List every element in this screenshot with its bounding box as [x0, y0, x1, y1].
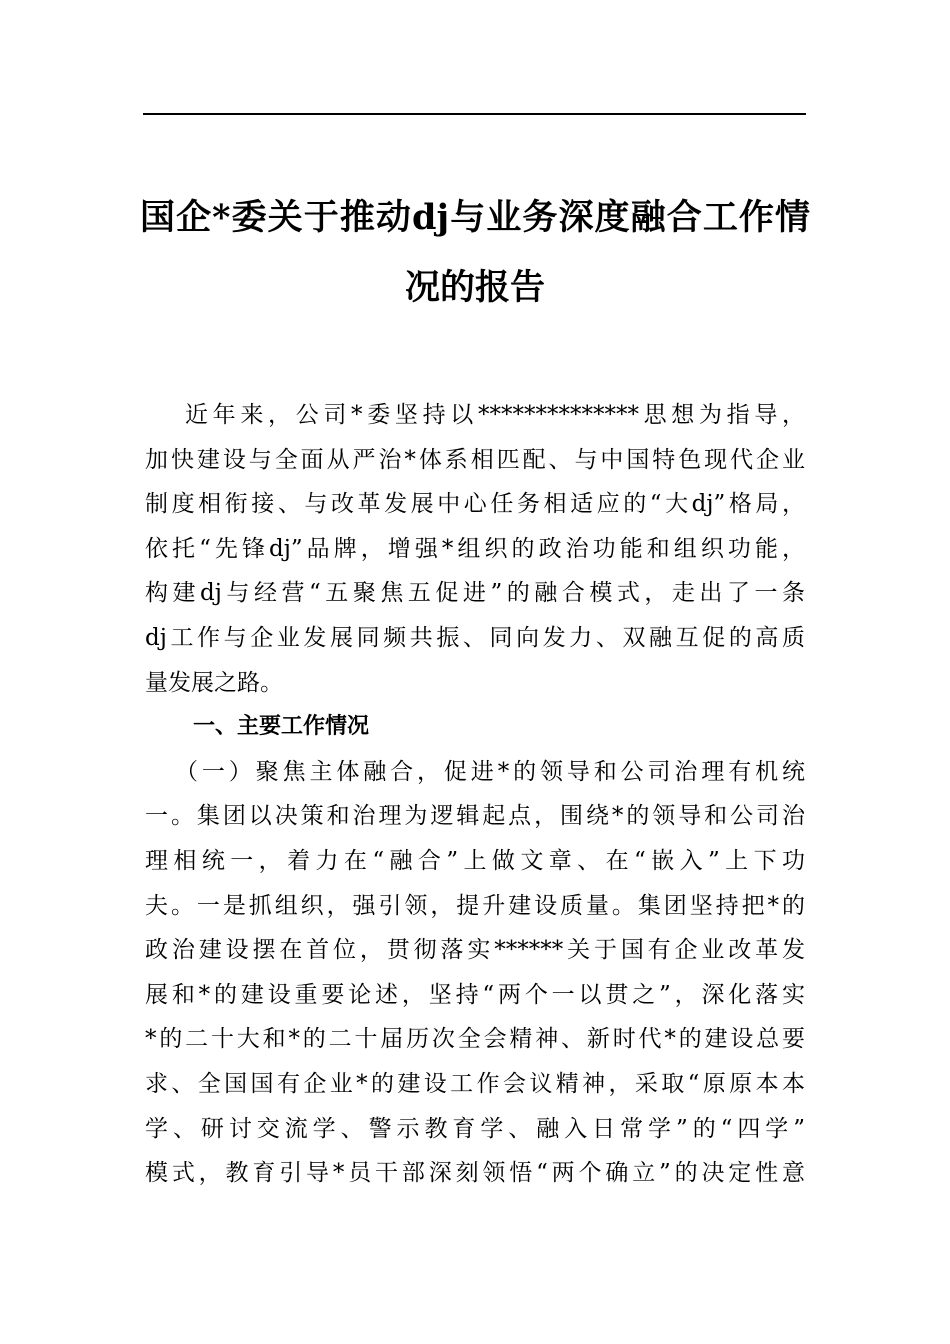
paragraph-line: *的二十大和*的二十届历次全会精神、新时代*的建设总要: [145, 1026, 806, 1053]
paragraph-line: dj工作与企业发展同频共振、同向发力、双融互促的高质: [145, 624, 805, 651]
paragraph-line: 求、全国国有企业*的建设工作会议精神，采取“原原本本: [145, 1070, 805, 1097]
paragraph-line: 理相统一，着力在“融合”上做文章、在“嵌入”上下功: [145, 847, 805, 874]
paragraph-line: （一）聚焦主体融合，促进*的领导和公司治理有机统: [175, 758, 805, 785]
paragraph-line: 构建dj与经营“五聚焦五促进”的融合模式，走出了一条: [145, 580, 805, 607]
paragraph-line: 近年来，公司*委坚持以**************思想为指导，: [185, 402, 805, 428]
paragraph-line: 一。集团以决策和治理为逻辑起点，围绕*的领导和公司治: [145, 803, 805, 830]
paragraph-line: 制度相衔接、与改革发展中心任务相适应的“大dj”格局，: [145, 491, 805, 518]
document-body: [145, 393, 805, 1196]
paragraph-line: 依托“先锋dj”品牌，增强*组织的政治功能和组织功能，: [145, 535, 805, 562]
paragraph-line: 展和*的建设重要论述，坚持“两个一以贯之”，深化落实: [145, 981, 805, 1008]
header-rule: [143, 113, 806, 115]
paragraph-line: 量发展之路。: [145, 669, 283, 696]
paragraph-line: 学、研讨交流学、警示教育学、融入日常学”的“四学”: [145, 1115, 805, 1142]
section-heading: 一、主要工作情况: [193, 714, 370, 740]
paragraph-line: 夫。一是抓组织，强引领，提升建设质量。集团坚持把*的: [145, 892, 805, 919]
document-title-line-1: 国企*委关于推动dj与业务深度融合工作情: [140, 197, 810, 238]
document-title-line-2: 况的报告: [404, 267, 545, 308]
paragraph-line: 模式，教育引导*员干部深刻领悟“两个确立”的决定性意: [145, 1160, 805, 1187]
paragraph-line: 加快建设与全面从严治*体系相匹配、与中国特色现代企业: [145, 446, 805, 473]
paragraph-line: 政治建设摆在首位，贯彻落实******关于国有企业改革发: [145, 937, 805, 964]
